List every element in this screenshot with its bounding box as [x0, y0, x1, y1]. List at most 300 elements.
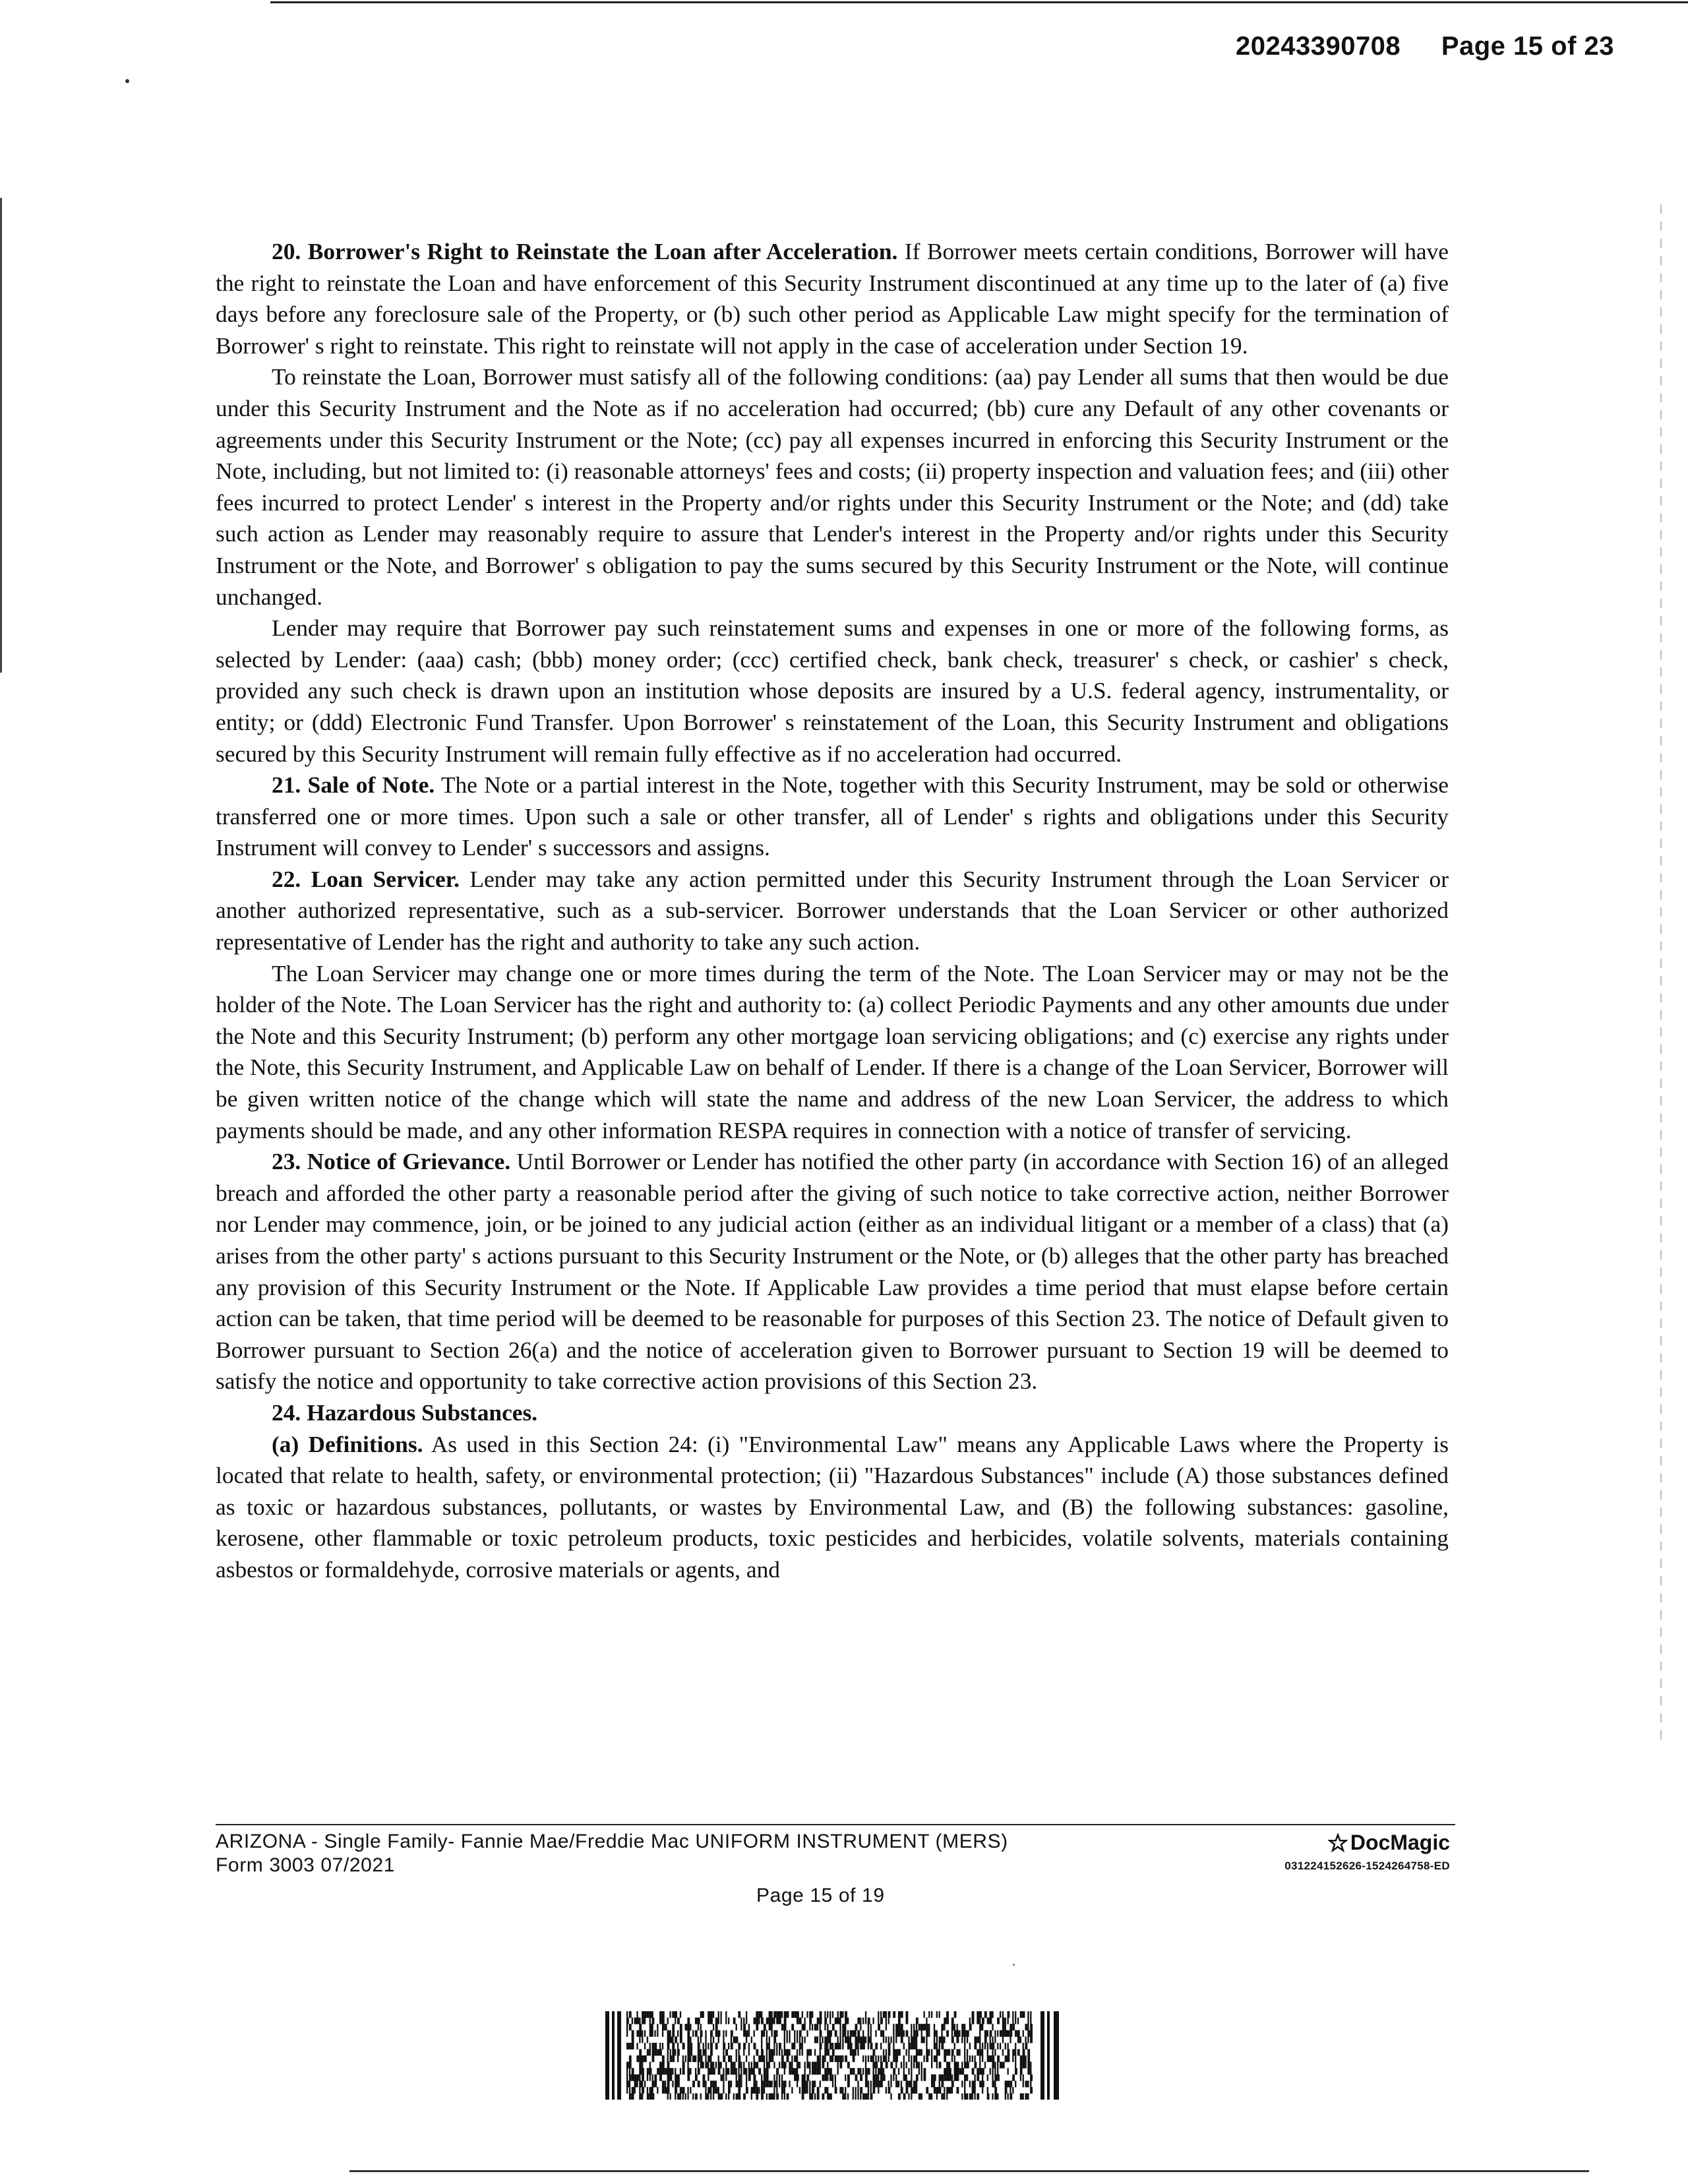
- barcode-module: [764, 2055, 765, 2062]
- barcode-module: [779, 2018, 781, 2024]
- barcode-module: [806, 2087, 808, 2094]
- barcode-module: [964, 2062, 967, 2069]
- barcode-module: [629, 2024, 632, 2030]
- barcode-module: [1015, 2043, 1016, 2049]
- barcode-module: [746, 2018, 747, 2024]
- barcode-module: [1030, 2036, 1033, 2043]
- barcode-module: [883, 2049, 884, 2055]
- barcode-module: [845, 2055, 847, 2062]
- barcode-module: [761, 2011, 762, 2018]
- barcode-module: [1015, 2018, 1016, 2024]
- barcode-module: [868, 2068, 870, 2075]
- barcode-module: [987, 2049, 988, 2055]
- barcode-module: [860, 2068, 861, 2075]
- barcode-module: [829, 2075, 832, 2081]
- barcode-module: [634, 2075, 637, 2081]
- barcode-module: [769, 2093, 771, 2100]
- barcode-module: [880, 2030, 883, 2037]
- barcode-module: [764, 2068, 766, 2075]
- barcode-module: [972, 2093, 973, 2100]
- barcode-module: [906, 2087, 909, 2094]
- barcode-module: [761, 2018, 764, 2024]
- barcode-module: [725, 2018, 727, 2024]
- barcode-module: [659, 2011, 662, 2018]
- barcode-module: [941, 2075, 944, 2081]
- barcode-module: [842, 2036, 843, 2043]
- barcode-module: [642, 2011, 644, 2018]
- barcode-module: [916, 2049, 919, 2055]
- barcode-module: [992, 2024, 993, 2030]
- barcode-module: [1020, 2036, 1021, 2043]
- barcode-module: [944, 2075, 946, 2081]
- barcode-module: [934, 2043, 936, 2049]
- section-21-heading: 21. Sale of Note.: [272, 772, 435, 799]
- barcode-module: [946, 2018, 949, 2024]
- barcode-module: [1030, 2018, 1031, 2024]
- barcode-module: [654, 2030, 655, 2037]
- barcode-module: [791, 2087, 793, 2094]
- barcode-module: [827, 2093, 829, 2100]
- barcode-module: [926, 2030, 928, 2037]
- barcode-module: [1008, 2011, 1010, 2018]
- barcode-module: [888, 2043, 891, 2049]
- barcode-module: [685, 2055, 686, 2062]
- barcode-module: [903, 2093, 906, 2100]
- barcode-module: [802, 2024, 804, 2030]
- barcode-module: [880, 2018, 883, 2024]
- barcode-module: [954, 2055, 955, 2062]
- barcode-module: [1030, 2087, 1033, 2094]
- barcode-module: [695, 2030, 698, 2037]
- barcode-module: [895, 2036, 897, 2043]
- barcode-module: [1010, 2036, 1011, 2043]
- barcode-module: [997, 2075, 1000, 2081]
- barcode-module: [1027, 2093, 1029, 2100]
- barcode-module: [886, 2055, 887, 2062]
- barcode-module: [824, 2043, 827, 2049]
- barcode-module: [1027, 2068, 1030, 2075]
- barcode-module: [718, 2030, 721, 2037]
- barcode-module: [738, 2087, 740, 2094]
- barcode-module: [761, 2036, 762, 2043]
- barcode-module: [731, 2055, 732, 2062]
- barcode-module: [906, 2018, 909, 2024]
- barcode-module: [949, 2087, 951, 2094]
- section-22-paragraph-2: The Loan Servicer may change one or more times during the term of the Note. The Loan Servicer may or may not be the holder of the Note. The Loan Servicer has the right and authority to: (a) collect Periodic Payments and any other amounts due under the Note and this Security Instrument; (b) perform any other mortgage loan servicing obligations; and (c) exercise any rights under the Note, this Security Instrument, and Applicable Law on behalf of Lender. If there is a change of the Loan Servicer, Borrower will be given written notice of the change which will state the name and address of the new Loan Servicer, the address to which payments should be made, and any other information RESPA requires in connection with a notice of transfer of servicing.: [216, 959, 1449, 1143]
- barcode-module: [817, 2024, 818, 2030]
- barcode-module: [1002, 2062, 1005, 2069]
- barcode-module: [746, 2055, 747, 2062]
- barcode-module: [715, 2062, 717, 2069]
- barcode-module: [748, 2062, 750, 2069]
- barcode-module: [669, 2030, 671, 2037]
- barcode-module: [944, 2087, 945, 2094]
- barcode-module: [642, 2087, 644, 2094]
- barcode-module: [710, 2030, 713, 2037]
- barcode-module: [908, 2036, 909, 2043]
- section-22-text: Lender may take any action permitted under this Security Instrument through the Loan Servicer or another authorized representative, such as a sub-servicer. Borrower understands that the Loan Servicer or other authorized representative of Lender has the right and authority to take any such action.: [216, 865, 1449, 956]
- barcode-module: [675, 2011, 677, 2018]
- barcode-graphic: [605, 2011, 1063, 2100]
- barcode-module: [738, 2055, 740, 2062]
- barcode-module: [685, 2024, 688, 2030]
- barcode-module: [667, 2087, 670, 2094]
- barcode-module: [743, 2049, 744, 2055]
- barcode-module: [802, 2011, 803, 2018]
- left-scan-mark: [0, 198, 2, 673]
- barcode-module: [644, 2043, 646, 2049]
- barcode-module: [982, 2080, 984, 2087]
- barcode-module: [979, 2024, 982, 2030]
- barcode-module: [868, 2080, 869, 2087]
- barcode-module: [710, 2049, 713, 2055]
- barcode-module: [911, 2055, 912, 2062]
- barcode-module: [944, 2024, 945, 2030]
- barcode-module: [898, 2011, 901, 2018]
- barcode-module: [746, 2011, 747, 2018]
- barcode-module: [779, 2075, 780, 2081]
- barcode-module: [698, 2024, 699, 2030]
- barcode-module: [842, 2055, 843, 2062]
- barcode-module: [644, 2055, 647, 2062]
- barcode-module: [746, 2087, 748, 2094]
- barcode-module: [994, 2049, 996, 2055]
- barcode-module: [728, 2018, 729, 2024]
- barcode-module: [967, 2075, 968, 2081]
- barcode-module: [647, 2093, 649, 2100]
- barcode-module: [766, 2030, 768, 2037]
- barcode-module: [647, 2075, 648, 2081]
- barcode-module: [781, 2049, 783, 2055]
- barcode-module: [928, 2011, 930, 2018]
- barcode-module: [872, 2087, 875, 2094]
- barcode-module: [921, 2030, 922, 2037]
- top-scan-edge: [270, 1, 1688, 3]
- barcode-module: [708, 2068, 710, 2075]
- barcode-module: [672, 2055, 675, 2062]
- barcode-module: [731, 2080, 732, 2087]
- barcode-module: [794, 2011, 797, 2018]
- barcode-module: [857, 2093, 859, 2100]
- barcode-module: [954, 2043, 955, 2049]
- barcode-module: [982, 2049, 983, 2055]
- barcode-module: [969, 2055, 971, 2062]
- barcode-module: [934, 2075, 936, 2081]
- barcode-module: [1008, 2068, 1009, 2075]
- barcode-module: [657, 2049, 659, 2055]
- barcode-module: [659, 2018, 662, 2024]
- barcode-module: [1030, 2080, 1031, 2087]
- barcode-module: [680, 2036, 682, 2043]
- barcode-module: [794, 2055, 797, 2062]
- barcode-module: [692, 2093, 694, 2100]
- barcode-module: [878, 2068, 880, 2075]
- barcode-module: [857, 2068, 860, 2075]
- barcode-module: [731, 2030, 733, 2037]
- barcode-module: [847, 2062, 850, 2069]
- barcode-module: [997, 2068, 998, 2075]
- barcode-module: [886, 2049, 887, 2055]
- barcode-module: [997, 2062, 998, 2069]
- barcode-module: [754, 2043, 756, 2049]
- barcode-module: [1010, 2024, 1012, 2030]
- barcode-module: [812, 2024, 813, 2030]
- barcode-bar: [605, 2011, 609, 2100]
- barcode-module: [964, 2030, 967, 2037]
- barcode-module: [639, 2036, 640, 2043]
- barcode-module: [1002, 2036, 1004, 2043]
- barcode-module: [647, 2011, 649, 2018]
- barcode-module: [842, 2093, 845, 2100]
- barcode-module: [814, 2093, 816, 2100]
- barcode-module: [1030, 2030, 1033, 2037]
- barcode-module: [632, 2087, 634, 2094]
- barcode-module: [850, 2036, 851, 2043]
- barcode-module: [667, 2093, 669, 2100]
- barcode-module: [817, 2036, 818, 2043]
- barcode-module: [829, 2030, 832, 2037]
- barcode-module: [979, 2080, 982, 2087]
- barcode-module: [944, 2049, 946, 2055]
- barcode-bar: [1047, 2011, 1050, 2100]
- barcode-module: [895, 2030, 898, 2037]
- barcode-module: [959, 2049, 960, 2055]
- barcode-module: [731, 2036, 732, 2043]
- barcode-module: [720, 2075, 723, 2081]
- barcode-module: [1020, 2055, 1023, 2062]
- barcode-module: [791, 2068, 794, 2075]
- barcode-module: [662, 2024, 665, 2030]
- barcode-module: [903, 2043, 905, 2049]
- barcode-module: [954, 2062, 957, 2069]
- barcode-module: [957, 2049, 959, 2055]
- barcode-module: [982, 2087, 983, 2094]
- barcode-module: [979, 2068, 982, 2075]
- barcode-module: [652, 2087, 653, 2094]
- barcode-module: [903, 2075, 906, 2081]
- barcode-module: [642, 2055, 644, 2062]
- barcode-module: [718, 2055, 719, 2062]
- barcode-module: [895, 2080, 898, 2087]
- barcode-module: [1020, 2062, 1023, 2069]
- barcode-module: [718, 2011, 719, 2018]
- barcode-module: [979, 2011, 982, 2018]
- barcode-module: [723, 2049, 724, 2055]
- barcode-module: [738, 2068, 739, 2075]
- barcode-module: [827, 2049, 829, 2055]
- barcode-module: [802, 2093, 804, 2100]
- barcode-module: [669, 2075, 672, 2081]
- barcode-module: [1015, 2080, 1016, 2087]
- barcode-module: [944, 2068, 946, 2075]
- barcode-module: [746, 2080, 747, 2087]
- barcode-module: [797, 2055, 798, 2062]
- barcode-module: [682, 2062, 685, 2069]
- barcode-module: [949, 2049, 950, 2055]
- barcode-module: [695, 2093, 698, 2100]
- barcode-module: [754, 2087, 756, 2094]
- barcode-module: [1008, 2055, 1010, 2062]
- barcode-module: [642, 2062, 643, 2069]
- barcode-module: [824, 2068, 827, 2075]
- barcode-module: [913, 2087, 916, 2094]
- barcode-module: [797, 2030, 798, 2037]
- barcode-module: [652, 2011, 653, 2018]
- star-icon: [1328, 1833, 1348, 1853]
- barcode-module: [806, 2075, 809, 2081]
- barcode-module: [886, 2087, 887, 2094]
- barcode-module: [868, 2043, 869, 2049]
- barcode-module: [773, 2080, 776, 2087]
- barcode-module: [832, 2011, 833, 2018]
- barcode-module: [890, 2075, 891, 2081]
- barcode-module: [820, 2030, 822, 2037]
- barcode-module: [677, 2055, 678, 2062]
- barcode-module: [687, 2024, 690, 2030]
- barcode-module: [898, 2030, 901, 2037]
- barcode-module: [916, 2087, 917, 2094]
- barcode-module: [769, 2049, 771, 2055]
- barcode-module: [979, 2018, 980, 2024]
- barcode-module: [754, 2055, 755, 2062]
- barcode-module: [736, 2068, 737, 2075]
- barcode-module: [626, 2080, 629, 2087]
- barcode-module: [736, 2024, 737, 2030]
- barcode-module: [1025, 2055, 1026, 2062]
- barcode-module: [835, 2043, 837, 2049]
- barcode-module: [857, 2036, 860, 2043]
- barcode-module: [789, 2036, 790, 2043]
- scan-speck: [1013, 1964, 1015, 1966]
- barcode-module: [883, 2030, 884, 2037]
- barcode-module: [629, 2080, 630, 2087]
- barcode-module: [669, 2093, 671, 2100]
- barcode-module: [708, 2055, 710, 2062]
- barcode-module: [992, 2062, 994, 2069]
- barcode-module: [1012, 2087, 1013, 2094]
- barcode-module: [652, 2049, 655, 2055]
- barcode-module: [835, 2080, 836, 2087]
- barcode-module: [872, 2018, 874, 2024]
- barcode-module: [820, 2049, 821, 2055]
- barcode-module: [990, 2055, 992, 2062]
- barcode-module: [842, 2011, 843, 2018]
- barcode-module: [944, 2018, 946, 2024]
- barcode-module: [982, 2055, 983, 2062]
- barcode-module: [880, 2011, 882, 2018]
- barcode-module: [895, 2049, 898, 2055]
- barcode-module: [781, 2087, 784, 2094]
- barcode-module: [842, 2030, 845, 2037]
- barcode-module: [700, 2011, 703, 2018]
- barcode-module: [740, 2062, 742, 2069]
- barcode-module: [893, 2043, 894, 2049]
- barcode-module: [967, 2049, 968, 2055]
- barcode-module: [832, 2043, 833, 2049]
- barcode-module: [860, 2024, 861, 2030]
- barcode-module: [626, 2043, 629, 2049]
- barcode-module: [812, 2011, 813, 2018]
- barcode-module: [895, 2055, 898, 2062]
- barcode-module: [977, 2068, 979, 2075]
- barcode-module: [1000, 2011, 1001, 2018]
- page-header: [1236, 32, 1614, 61]
- barcode-module: [946, 2030, 949, 2037]
- barcode-module: [700, 2030, 703, 2037]
- barcode-module: [715, 2018, 718, 2024]
- barcode-module: [677, 2018, 680, 2024]
- barcode-module: [698, 2043, 700, 2049]
- barcode-module: [713, 2080, 715, 2087]
- barcode-module: [626, 2075, 628, 2081]
- barcode-module: [809, 2024, 810, 2030]
- barcode-module: [713, 2024, 714, 2030]
- barcode-module: [1027, 2030, 1030, 2037]
- barcode-module: [994, 2075, 997, 2081]
- barcode-module: [659, 2049, 662, 2055]
- barcode-module: [959, 2030, 960, 2037]
- barcode-module: [649, 2075, 651, 2081]
- barcode-module: [787, 2030, 788, 2037]
- barcode-module: [987, 2087, 988, 2094]
- barcode-module: [718, 2018, 719, 2024]
- barcode-module: [850, 2049, 853, 2055]
- barcode-module: [720, 2062, 721, 2069]
- barcode-module: [880, 2068, 883, 2075]
- barcode-module: [634, 2018, 637, 2024]
- form-footer: [216, 1828, 1455, 1907]
- barcode-module: [974, 2036, 977, 2043]
- header-page-label: Page 15 of 23: [1441, 32, 1614, 61]
- barcode-module: [667, 2068, 670, 2075]
- barcode-module: [784, 2080, 787, 2087]
- docmagic-logo: [1328, 1831, 1450, 1855]
- barcode-module: [738, 2080, 740, 2087]
- barcode-module: [690, 2043, 692, 2049]
- barcode-module: [687, 2062, 688, 2069]
- barcode-module: [781, 2055, 784, 2062]
- barcode-module: [754, 2068, 755, 2075]
- barcode-module: [662, 2043, 663, 2049]
- barcode-module: [804, 2036, 806, 2043]
- barcode-module: [977, 2075, 979, 2081]
- barcode-module: [680, 2030, 682, 2037]
- barcode-module: [669, 2036, 672, 2043]
- barcode-module: [789, 2080, 790, 2087]
- barcode-module: [677, 2030, 678, 2037]
- barcode-module: [740, 2080, 742, 2087]
- barcode-module: [926, 2049, 928, 2055]
- barcode-module: [746, 2075, 747, 2081]
- barcode-bar: [1054, 2011, 1059, 2100]
- barcode-module: [967, 2036, 968, 2043]
- barcode-module: [812, 2087, 814, 2094]
- barcode-module: [872, 2049, 875, 2055]
- barcode-module: [690, 2036, 691, 2043]
- barcode-module: [758, 2018, 760, 2024]
- barcode-module: [781, 2024, 784, 2030]
- barcode-module: [715, 2030, 718, 2037]
- barcode-module: [921, 2075, 922, 2081]
- barcode-module: [794, 2075, 797, 2081]
- barcode-module: [906, 2049, 907, 2055]
- barcode-module: [1008, 2030, 1010, 2037]
- barcode-module: [936, 2011, 938, 2018]
- barcode-module: [934, 2087, 936, 2094]
- barcode-module: [855, 2043, 858, 2049]
- barcode-module: [804, 2080, 807, 2087]
- barcode-module: [713, 2093, 714, 2100]
